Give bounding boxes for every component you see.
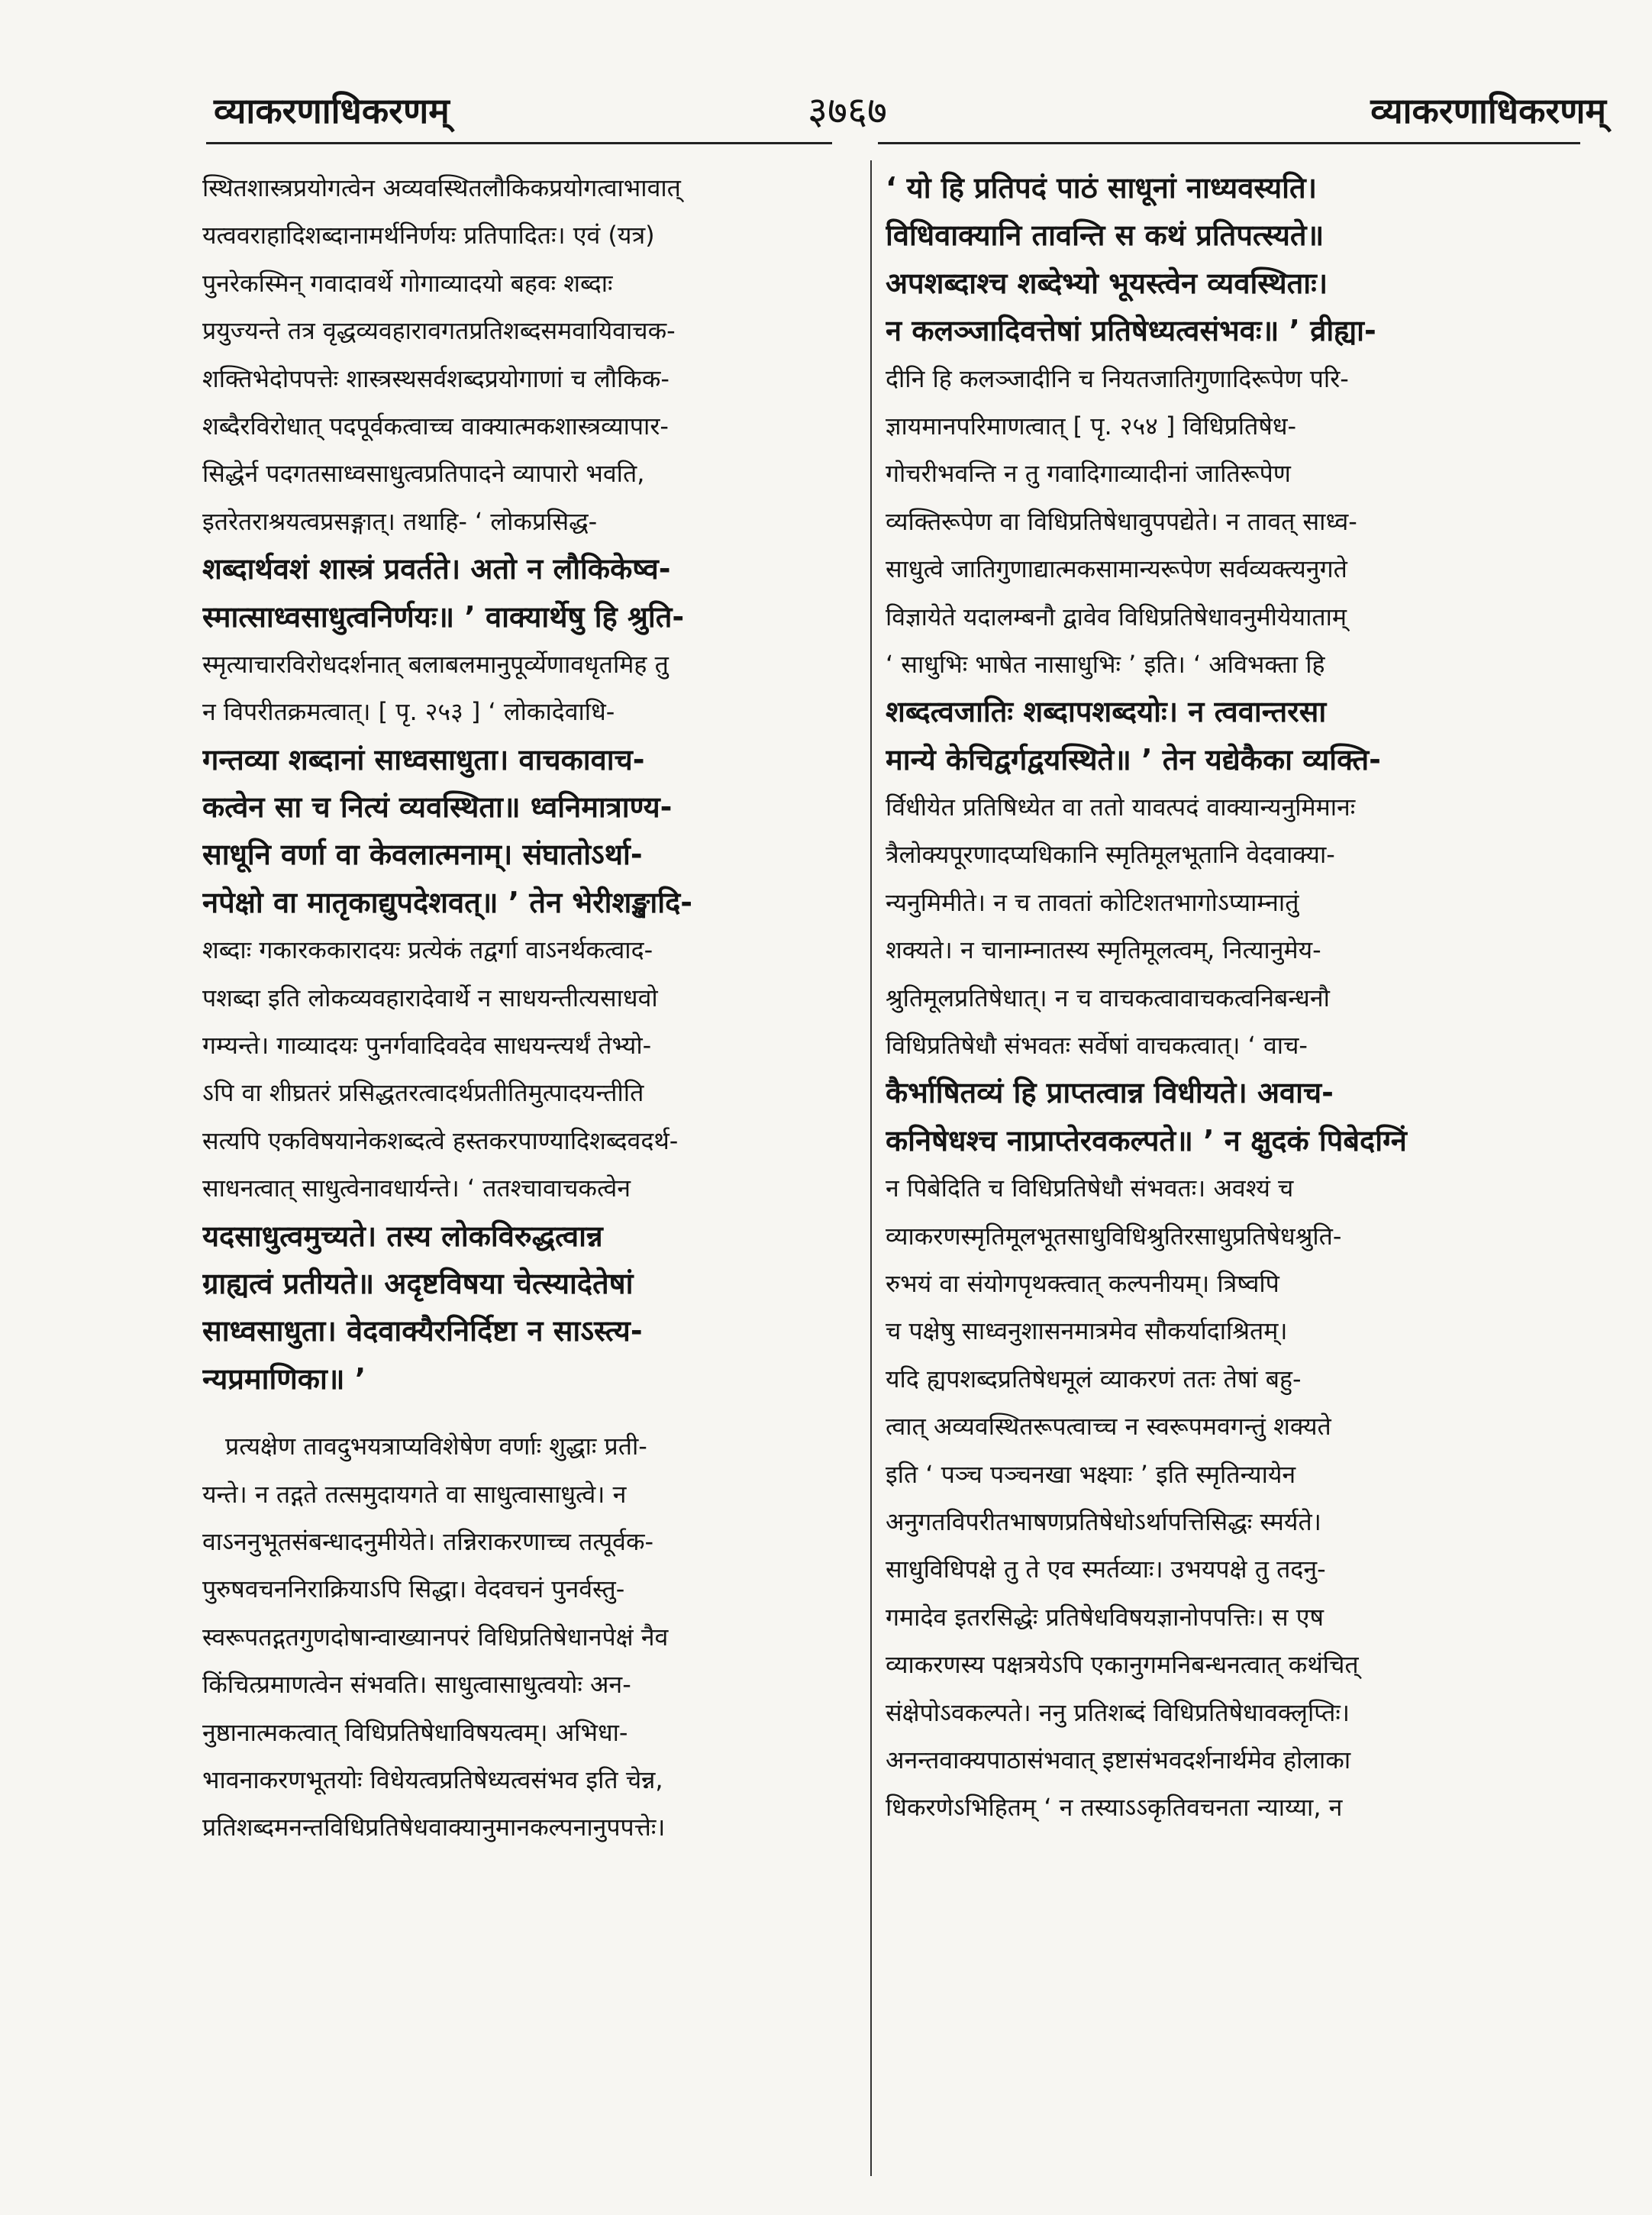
left-column-text-line: न्यप्रमाणिका॥ ’ (202, 1361, 366, 1396)
left-column-text-line: यत्ववराहादिशब्दानामर्थनिर्णयः प्रतिपादितः। एवं (यत्र) (202, 221, 655, 250)
right-column-text-line: गमादेव इतरसिद्धेः प्रतिषेधविषयज्ञानोपपत्तिः। स एष (886, 1602, 1324, 1632)
right-column-text-line: श्रुतिमूलप्रतिषेधात्। न च वाचकत्वावाचकत्वनिबन्धनौ (886, 983, 1330, 1012)
right-column-text-line: शक्यते। न चानाम्नातस्य स्मृतिमूलत्वम्, नित्यानुमेय- (886, 935, 1321, 965)
right-column-text-line: विज्ञायेते यदालम्बनौ द्वावेव विधिप्रतिषेधावनुमीयेयाताम् (886, 602, 1347, 631)
left-column-text-line: ऽपि वा शीघ्रतरं प्रसिद्धतरत्वादर्थप्रतीतिमुत्पादयन्तीति (202, 1078, 644, 1108)
right-column-text-line: त्वात् अव्यवस्थितरूपत्वाच्च न स्वरूपमवगन्तुं शक्यते (886, 1412, 1331, 1442)
right-column-text-line: अनुगतविपरीतभाषणप्रतिषेधोऽर्थापत्तिसिद्धः स्मर्यते। (886, 1506, 1321, 1536)
left-column-text-line: सत्यपि एकविषयानेकशब्दत्वे हस्तकरपाण्यादिशब्दवदर्थ- (202, 1125, 679, 1155)
right-column-text-line: यदि ह्यपशब्दप्रतिषेधमूलं व्याकरणं ततः तेषां बहु- (886, 1364, 1302, 1393)
left-column-text-line: पशब्दा इति लोकव्यवहारादेवार्थे न साधयन्तीत्यसाधवो (202, 983, 658, 1012)
left-column-text-line: प्रतिशब्दमनन्तविधिप्रतिषेधवाक्यानुमानकल्पनानुपपत्तेः। (202, 1813, 666, 1842)
left-column-text-line: यदसाधुत्वमुच्यते। तस्य लोकविरुद्धत्वान्न (202, 1219, 603, 1253)
right-column-text-line: शब्दत्वजातिः शब्दापशब्दयोः। न त्ववान्तरसा (886, 695, 1327, 729)
right-column-text-line: मान्ये केचिद्वर्गद्वयस्थिते॥ ’ तेन यद्येकैका व्यक्ति- (886, 742, 1381, 777)
left-column-text-line: स्वरूपतद्गतगुणदोषान्वाख्यानपरं विधिप्रतिषेधानपेक्षं नैव (202, 1622, 669, 1652)
running-head-right: व्याकरणाधिकरणम् (1370, 90, 1606, 131)
left-column-text-line: साध्वसाधुता। वेदवाक्यैरनिर्दिष्टा न साऽस्त्य- (202, 1314, 643, 1348)
header-rule-left (206, 142, 832, 144)
right-column-text-line: रुभयं वा संयोगपृथक्त्वात् कल्पनीयम्। त्रिष्वपि (886, 1268, 1279, 1298)
right-column-text-line: इति ‘ पञ्च पञ्चनखा भक्ष्याः ’ इति स्मृतिन्यायेन (886, 1459, 1296, 1489)
column-divider (870, 160, 872, 2176)
left-column-text-line: किंचित्प्रमाणत्वेन संभवति। साधुत्वासाधुत्वयोः अन- (202, 1670, 631, 1700)
left-column-text-line: शब्दाः गकारककारादयः प्रत्येकं तद्वर्गा वाऽनर्थकत्वाद- (202, 935, 653, 965)
left-column-text-line: गम्यन्ते। गाव्यादयः पुनर्गवादिवदेव साधयन्त्यर्थं तेभ्यो- (202, 1031, 652, 1061)
left-column-text-line: भावनाकरणभूतयोः विधेयत्वप्रतिषेध्यत्वसंभव इति चेन्न, (202, 1765, 663, 1794)
right-column-text-line: ‘ साधुभिः भाषेत नासाधुभिः ’ इति। ‘ अविभक्ता हि (886, 649, 1325, 679)
left-column-text-line: स्थितशास्त्रप्रयोगत्वेन अव्यवस्थितलौकिकप्रयोगत्वाभावात् (202, 173, 681, 202)
right-column-text-line: अनन्तवाक्यपाठासंभवात् इष्टासंभवदर्शनार्थमेव होलाका (886, 1745, 1351, 1774)
left-column-text-line: यन्ते। न तद्गते तत्समुदायगते वा साधुत्वासाधुत्वे। न (202, 1479, 627, 1509)
left-column-text-line: साधनत्वात् साधुत्वेनावधार्यन्ते। ‘ ततश्चावाचकत्वेन (202, 1174, 631, 1203)
left-column-text-line: स्मात्साध्वसाधुत्वनिर्णयः॥ ’ वाक्यार्थेषु हि श्रुति- (202, 599, 685, 634)
right-column-text-line: कनिषेधश्च नाप्राप्तेरवकल्पते॥ ’ न क्षुदकं पिबेदग्निं (886, 1123, 1407, 1158)
left-column-text-line: प्रयुज्यन्ते तत्र वृद्धव्यवहारावगतप्रतिशब्दसमवायिवाचक- (202, 316, 676, 346)
right-column-text-line: धिकरणेऽभिहितम् ‘ न तस्याऽऽकृतिवचनता न्याय्या, न (886, 1793, 1343, 1823)
right-column-text-line: विधिप्रतिषेधौ संभवतः सर्वेषां वाचकत्वात्। ‘ वाच- (886, 1031, 1308, 1061)
left-column-text-line: गन्तव्या शब्दानां साध्वसाधुता। वाचकावाच- (202, 742, 645, 777)
header-rule-right (878, 142, 1580, 144)
left-column-text-line: नुष्ठानात्मकत्वात् विधिप्रतिषेधाविषयत्वम्। अभिधा- (202, 1717, 628, 1747)
right-column-text-line: विधिवाक्यानि तावन्ति स कथं प्रतिपत्स्यते॥ (886, 218, 1325, 253)
left-column-text-line: ग्राह्यत्वं प्रतीयते॥ अदृष्टविषया चेत्स्यादेतेषां (202, 1266, 634, 1300)
left-column-text-line: पुरुषवचननिराक्रियाऽपि सिद्धा। वेदवचनं पुनर्वस्तु- (202, 1574, 625, 1604)
left-column-text-line: शब्दार्थवशं शास्त्रं प्रवर्तते। अतो न लौकिकेष्व- (202, 552, 671, 586)
running-head-left: व्याकरणाधिकरणम् (214, 90, 450, 131)
left-column-text-line: सिद्धेर्न पदगतसाध्वसाधुत्वप्रतिपादने व्यापारो भवति, (202, 459, 645, 489)
left-column-text-line: स्मृत्याचारविरोधदर्शनात् बलाबलमानुपूर्व्येणावधृतमिह तु (202, 649, 669, 679)
right-column-text-line: संक्षेपोऽवकल्पते। ननु प्रतिशब्दं विधिप्रतिषेधावक्लृप्तिः। (886, 1697, 1350, 1727)
right-column-text-line: गोचरीभवन्ति न तु गवादिगाव्यादीनां जातिरूपेण (886, 459, 1291, 489)
right-column-text-line: ज्ञायमानपरिमाणत्वात् [ पृ. २५४ ] विधिप्रतिषेध- (886, 411, 1297, 441)
right-column-text-line: कैर्भाषितव्यं हि प्राप्तत्वान्न विधीयते। अवाच- (886, 1076, 1334, 1110)
right-column (886, 164, 1580, 2192)
right-column-text-line: व्याकरणस्मृतिमूलभूतसाधुविधिश्रुतिरसाधुप्रतिषेधश्रुति- (886, 1221, 1342, 1251)
right-column-text-line: र्विधीयेत प्रतिषिध्येत वा ततो यावत्पदं वाक्यान्यनुमिमानः (886, 793, 1356, 822)
right-column-text-line: दीनि हि कलञ्जादीनि च नियतजातिगुणादिरूपेण परि- (886, 363, 1349, 393)
left-column (202, 164, 859, 2192)
left-column-text-line: नपेक्षो वा मातृकाद्युपदेशवत्॥ ’ तेन भेरीशङ्खादि- (202, 885, 693, 919)
left-column-text-line: प्रत्यक्षेण तावदुभयत्राप्यविशेषेण वर्णाः शुद्धाः प्रती- (225, 1432, 647, 1461)
left-column-text-line: कत्वेन सा च नित्यं व्यवस्थिता॥ ध्वनिमात्राण्य- (202, 790, 673, 825)
right-column-text-line: त्रैलोक्यपूरणादप्यधिकानि स्मृतिमूलभूतानि वेदवाक्या- (886, 840, 1335, 870)
right-column-text-line: ‘ यो हि प्रतिपदं पाठं साधूनां नाध्यवस्यति। (886, 171, 1318, 205)
left-column-paragraph-gap (202, 1403, 859, 1422)
left-column-text-line: वाऽननुभूतसंबन्धादनुमीयेते। तन्निराकरणाच्च तत्पूर्वक- (202, 1526, 654, 1556)
left-column-text-line: न विपरीतक्रमत्वात्। [ पृ. २५३ ] ‘ लोकादेवाधि- (202, 697, 615, 727)
left-column-text-line: साधूनि वर्णा वा केवलात्मनाम्। संघातोऽर्था- (202, 838, 643, 872)
left-column-text-line: इतरेतराश्रयत्वप्रसङ्गात्। तथाहि- ‘ लोकप्रसिद्ध- (202, 506, 598, 536)
left-column-text-line: शक्तिभेदोपपत्तेः शास्त्रस्थसर्वशब्दप्रयोगाणां च लौकिक- (202, 363, 670, 393)
right-column-text-line: व्यक्तिरूपेण वा विधिप्रतिषेधावुपपद्येते। न तावत् साध्व- (886, 506, 1357, 536)
page-number: ३७६७ (808, 89, 887, 133)
right-column-text-line: अपशब्दाश्च शब्देभ्यो भूयस्त्वेन व्यवस्थिताः। (886, 266, 1328, 300)
right-column-text-line: साधुविधिपक्षे तु ते एव स्मर्तव्याः। उभयपक्षे तु तदनु- (886, 1555, 1326, 1584)
right-column-text-line: न पिबेदिति च विधिप्रतिषेधौ संभवतः। अवश्यं च (886, 1174, 1294, 1203)
right-column-text-line: न कलञ्जादिवत्तेषां प्रतिषेध्यत्वसंभवः॥ ’ व्रीह्या- (886, 314, 1376, 348)
right-column-text-line: च पक्षेषु साध्वनुशासनमात्रमेव सौकर्यादाश्रितम्। (886, 1316, 1288, 1346)
right-column-text-line: न्यनुमिमीते। न च तावतां कोटिशतभागोऽप्याम्नातुं (886, 887, 1299, 917)
right-column-text-line: व्याकरणस्य पक्षत्रयेऽपि एकानुगमनिबन्धनत्वात् कथंचित् (886, 1650, 1359, 1680)
left-column-text-line: पुनरेकस्मिन् गवादावर्थे गोगाव्यादयो बहवः शब्दाः (202, 268, 613, 298)
right-column-text-line: साधुत्वे जातिगुणाद्यात्मकसामान्यरूपेण सर्वव्यक्त्यनुगते (886, 554, 1347, 584)
left-column-text-line: शब्दैरविरोधात् पदपूर्वकत्वाच्च वाक्यात्मकशास्त्रव्यापार- (202, 411, 669, 441)
